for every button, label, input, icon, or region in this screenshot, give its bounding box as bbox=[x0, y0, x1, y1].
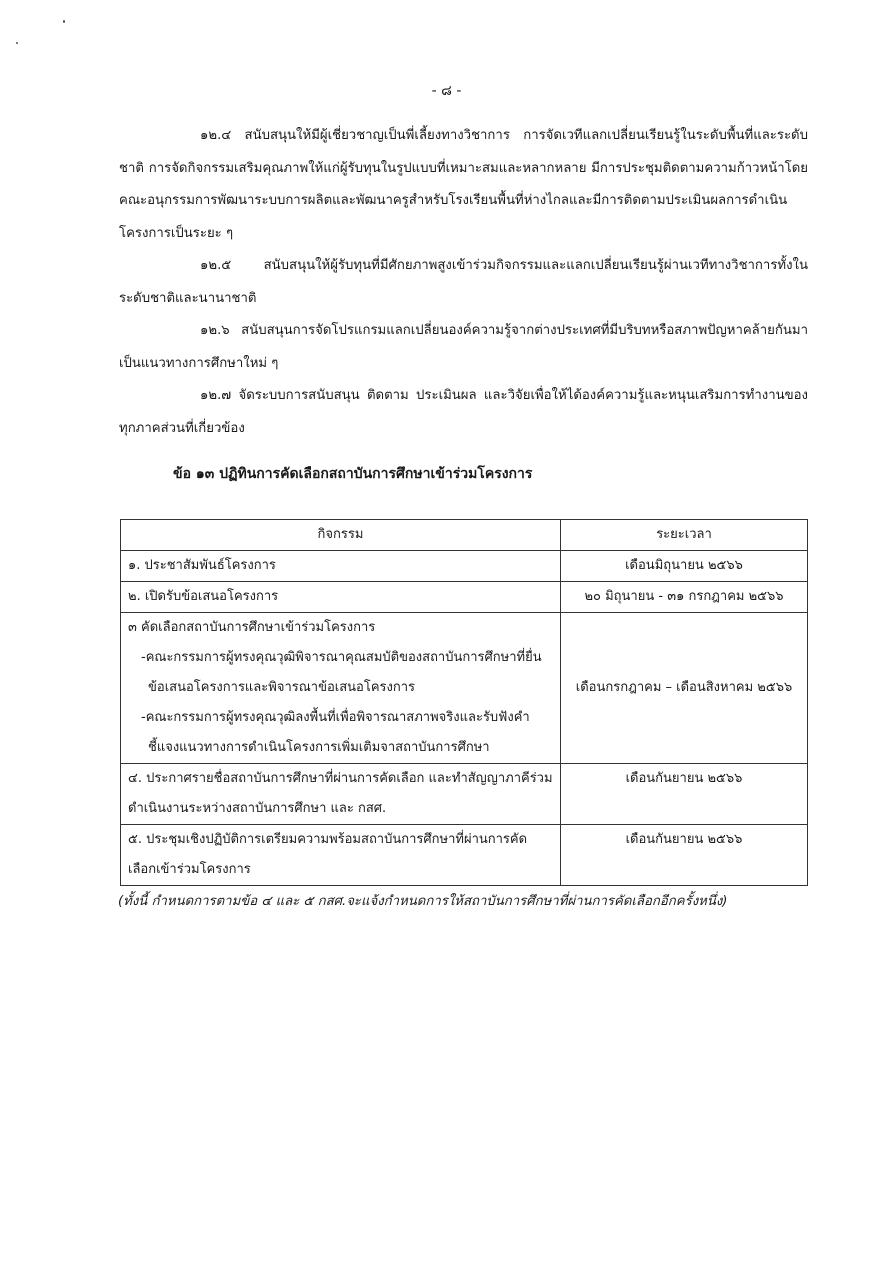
table-row bbox=[121, 551, 808, 582]
header-period: ระยะเวลา bbox=[561, 520, 808, 551]
period-cell: เดือนมิถุนายน ๒๕๖๖ bbox=[561, 551, 808, 582]
paragraph-12-5 bbox=[119, 250, 808, 315]
paragraph-12-6 bbox=[119, 315, 808, 380]
table-row bbox=[121, 613, 808, 764]
header-activity: กิจกรรม bbox=[121, 520, 561, 551]
activity-title: ๓ คัดเลือกสถาบันการศึกษาเข้าร่วมโครงการ bbox=[128, 620, 376, 635]
paragraph-text: ๑๒.๖ สนับสนุนการจัดโปรแกรมแลกเปลี่ยนองค์ความรู้จากต่างประเทศที่มีบริบทหรือสภาพปัญหาคล้ายกันมาเป็นแนวทางการศึกษาใหม่ ๆ bbox=[119, 323, 808, 371]
table-row bbox=[121, 825, 808, 886]
paragraph-text: ๑๒.๕ สนับสนุนให้ผู้รับทุนที่มีศักยภาพสูงเข้าร่วมกิจกรรมและแลกเปลี่ยนเรียนรู้ผ่านเวทีทางวิชาการทั้งในระดับชาติและนานาชาติ bbox=[119, 258, 808, 306]
section-heading: ข้อ ๑๓ ปฏิทินการคัดเลือกสถาบันการศึกษาเข้าร่วมโครงการ bbox=[173, 466, 533, 482]
activity-cell bbox=[121, 613, 561, 764]
page-number: - ๘ - bbox=[431, 83, 462, 99]
table-row bbox=[121, 582, 808, 613]
table-row bbox=[121, 764, 808, 825]
paragraph-12-7 bbox=[119, 380, 808, 445]
period-cell: ๒๐ มิถุนายน - ๓๑ กรกฎาคม ๒๕๖๖ bbox=[561, 582, 808, 613]
schedule-table bbox=[120, 519, 808, 886]
activity-cell: ๑. ประชาสัมพันธ์โครงการ bbox=[121, 551, 561, 582]
footnote: (ทั้งนี้ กำหนดการตามข้อ ๔ และ ๕ กสศ.จะแจ้งกำหนดการให้สถาบันการศึกษาที่ผ่านการคัดเลือกอีกครั้งหนึ่ง) bbox=[118, 894, 728, 909]
table-header-row bbox=[121, 520, 808, 551]
activity-sub-item: -คณะกรรมการผู้ทรงคุณวุฒิลงพื้นที่เพื่อพิจารณาสภาพจริงและรับฟังคำชี้แจงแนวทางการดำเนินโครงการเพิ่มเติมจาสถาบันการศึกษา bbox=[141, 710, 530, 755]
activity-cell: ๕. ประชุมเชิงปฏิบัติการเตรียมความพร้อมสถาบันการศึกษาที่ผ่านการคัดเลือกเข้าร่วมโครงการ bbox=[121, 825, 561, 886]
period-cell: เดือนกันยายน ๒๕๖๖ bbox=[561, 825, 808, 886]
activity-sub-item: -คณะกรรมการผู้ทรงคุณวุฒิพิจารณาคุณสมบัติของสถาบันการศึกษาที่ยื่นข้อเสนอโครงการและพิจารณาข้อเสนอโครงการ bbox=[141, 650, 542, 695]
scan-speck bbox=[16, 42, 18, 44]
period-cell: เดือนกรกฎาคม – เดือนสิงหาคม ๒๕๖๖ bbox=[561, 613, 808, 764]
activity-cell: ๒. เปิดรับข้อเสนอโครงการ bbox=[121, 582, 561, 613]
paragraph-text: ๑๒.๔ สนับสนุนให้มีผู้เชี่ยวชาญเป็นพี่เลี้ยงทางวิชาการ การจัดเวทีแลกเปลี่ยนเรียนรู้ในระดับพื้นที่และระดับชาติ การจัดกิจกรรมเสริมคุณภาพให้แก่ผู้รับทุนในรูปแบบที่เหมาะสมและหลากหลาย มีการประชุมติดตามความก้าวหน้าโดยคณะอนุกรรมการพัฒนาระบบการผลิตและพัฒนาครูสำหรับโรงเรียนพื้นที่ห่างไกลและมีการติดตามประเมินผลการดำเนินโครงการเป็นระยะ ๆ bbox=[119, 128, 808, 241]
activity-cell: ๔. ประกาศรายชื่อสถาบันการศึกษาที่ผ่านการคัดเลือก และทำสัญญาภาคีร่วมดำเนินงานระหว่างสถาบันการศึกษา และ กสศ. bbox=[121, 764, 561, 825]
paragraph-12-4 bbox=[119, 120, 808, 250]
paragraph-text: ๑๒.๗ จัดระบบการสนับสนุน ติดตาม ประเมินผล และวิจัยเพื่อให้ได้องค์ความรู้และหนุนเสริมการทำงานของทุกภาคส่วนที่เกี่ยวข้อง bbox=[119, 388, 808, 436]
scan-speck bbox=[63, 20, 65, 23]
period-cell: เดือนกันยายน ๒๕๖๖ bbox=[561, 764, 808, 825]
